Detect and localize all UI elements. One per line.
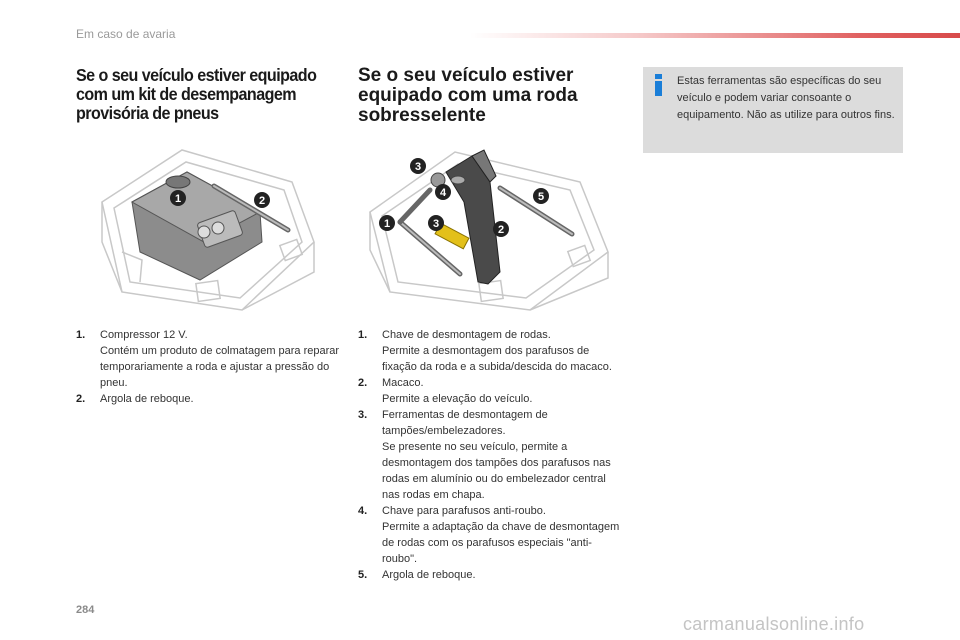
item-number: 4. [358, 505, 368, 517]
watermark: carmanualsonline.info [683, 614, 865, 634]
compressor-kit-illustration [92, 142, 322, 314]
svg-text:5: 5 [537, 191, 545, 203]
callout-3-bottom [428, 215, 444, 231]
svg-text:1: 1 [174, 193, 182, 205]
callout-4 [435, 184, 451, 200]
callout-2 [493, 221, 509, 237]
item-description: Permite a desmontagem dos parafusos de fixação da roda e a subida/descida do macaco. [382, 345, 612, 373]
item-description: Se presente no seu veículo, permite a desmontagem dos tampões dos parafusos nas rodas em alumínio ou do embelezador central nas rodas em chapa. [382, 441, 611, 501]
svg-text:3: 3 [432, 218, 440, 230]
svg-text:1: 1 [383, 218, 391, 230]
middle-heading: Se o seu veículo estiver equipado com uma roda sobresselente [358, 65, 578, 126]
callout-1 [379, 215, 395, 231]
svg-text:4: 4 [439, 187, 447, 199]
callout-5 [533, 188, 549, 204]
item-title: Argola de reboque. [100, 393, 194, 405]
item-description: Permite a adaptação da chave de desmontagem de rodas com os parafusos especiais "anti-roubo". [382, 521, 620, 565]
item-description: Permite a elevação do veículo. [382, 393, 533, 405]
item-title: Chave de desmontagem de rodas. [382, 329, 551, 341]
list-item [358, 375, 623, 407]
page-number: 284 [76, 604, 95, 616]
list-item [76, 327, 346, 391]
svg-text:2: 2 [258, 195, 266, 207]
info-icon [653, 74, 665, 96]
callout-1 [170, 190, 186, 206]
left-item-list [76, 327, 346, 407]
list-item [358, 503, 623, 567]
list-item [76, 391, 346, 407]
header-accent-bar [470, 33, 960, 38]
item-number: 1. [358, 329, 368, 341]
item-number: 2. [76, 393, 86, 405]
middle-item-list [358, 327, 623, 583]
callout-2 [254, 192, 270, 208]
item-title: Chave para parafusos anti-roubo. [382, 505, 546, 517]
info-text: Estas ferramentas são específicas do seu veículo e podem variar consoante o equipamento. Não as utilize para outros fins. [677, 75, 895, 121]
callout-3-top [410, 158, 426, 174]
info-note [643, 67, 903, 153]
list-item [358, 407, 623, 503]
item-number: 3. [358, 409, 368, 421]
left-heading: Se o seu veículo estiver equipado com um kit de desempanagem provisória de pneus [76, 65, 317, 123]
item-title: Compressor 12 V. [100, 329, 188, 341]
item-title: Argola de reboque. [382, 569, 476, 581]
section-title: Em caso de avaria [76, 27, 176, 41]
item-number: 2. [358, 377, 368, 389]
item-number: 5. [358, 569, 368, 581]
item-description: Contém um produto de colmatagem para reparar temporariamente a roda e ajustar a pressão do pneu. [100, 345, 340, 389]
list-item [358, 327, 623, 375]
list-item [358, 567, 623, 583]
item-title: Macaco. [382, 377, 424, 389]
item-number: 1. [76, 329, 86, 341]
svg-text:3: 3 [414, 161, 422, 173]
svg-text:2: 2 [497, 224, 505, 236]
spare-wheel-tools-illustration [360, 142, 618, 314]
item-title: Ferramentas de desmontagem de tampões/embelezadores. [382, 409, 548, 437]
